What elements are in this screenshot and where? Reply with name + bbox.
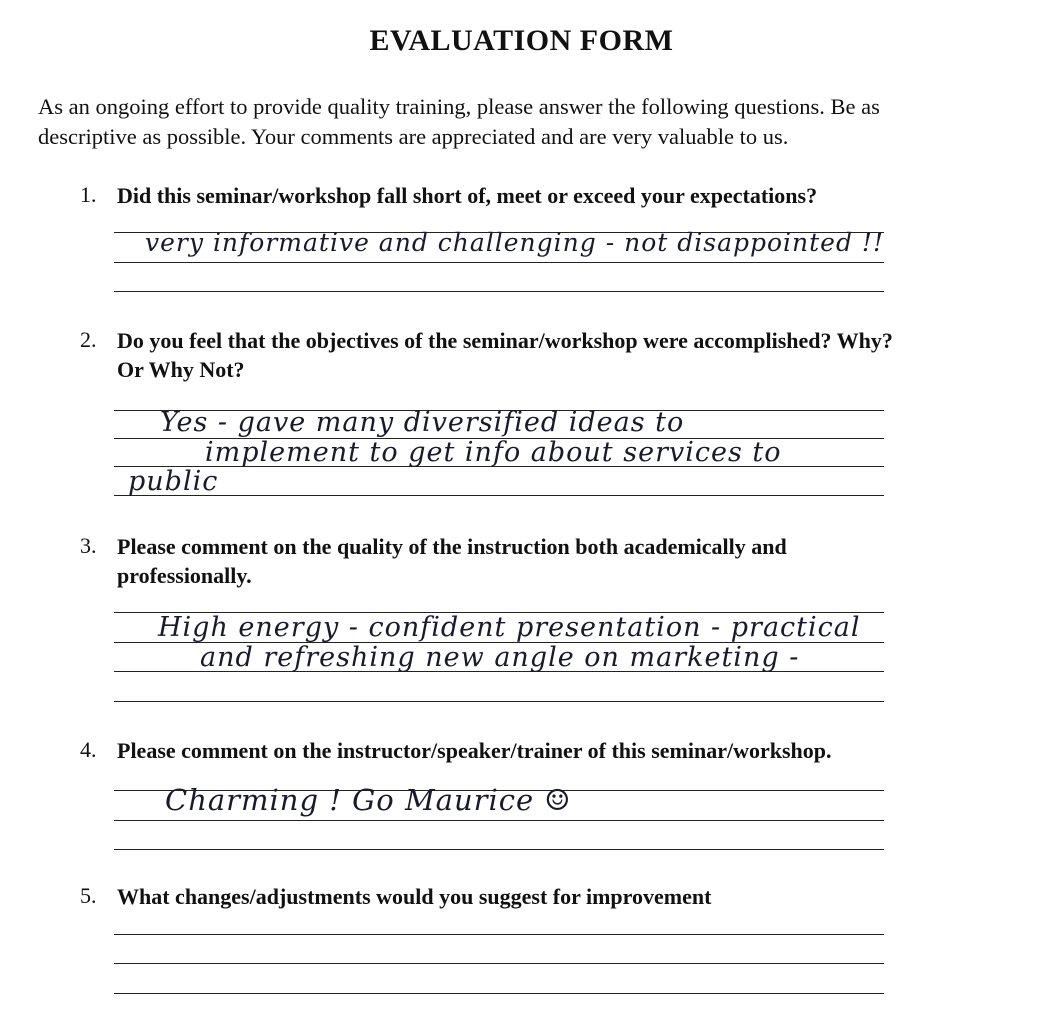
answer-line bbox=[114, 934, 884, 935]
question-text-line: professionally. bbox=[117, 563, 252, 588]
answer-line bbox=[114, 993, 884, 994]
question-text bbox=[117, 882, 711, 911]
question-number: 2. bbox=[80, 327, 97, 352]
answer-line bbox=[114, 963, 884, 964]
intro-line: As an ongoing effort to provide quality training, please answer the following questions. Be as bbox=[38, 94, 880, 119]
question-text-line: Do you feel that the objectives of the seminar/workshop were accomplished? Why? bbox=[117, 328, 893, 353]
question-text bbox=[117, 736, 832, 765]
intro-line: descriptive as possible. Your comments are appreciated and are very valuable to us. bbox=[38, 124, 789, 149]
handwritten-answer: implement to get info about services to bbox=[205, 437, 782, 468]
question-text-line: Please comment on the instructor/speaker/trainer of this seminar/workshop. bbox=[117, 738, 832, 763]
question-number: 1. bbox=[80, 182, 97, 207]
answer-line bbox=[114, 701, 884, 702]
answer-line bbox=[114, 262, 884, 263]
question-text bbox=[117, 532, 787, 590]
question-text-line: What changes/adjustments would you suggest for improvement bbox=[117, 884, 712, 909]
question-text-line: Did this seminar/workshop fall short of, meet or exceed your expectations? bbox=[117, 183, 818, 208]
answer-line bbox=[114, 849, 884, 850]
form-title: EVALUATION FORM bbox=[369, 24, 674, 57]
question-number: 4. bbox=[80, 737, 97, 762]
question-number: 5. bbox=[80, 883, 97, 908]
question-text bbox=[117, 181, 817, 210]
handwritten-answer: very informative and challenging - not disappointed !! bbox=[145, 228, 885, 257]
answer-line bbox=[114, 820, 884, 821]
question-text bbox=[117, 326, 893, 384]
handwritten-answer: and refreshing new angle on marketing - bbox=[200, 642, 800, 673]
handwritten-answer: Charming ! Go Maurice ☺ bbox=[165, 783, 572, 817]
answer-line bbox=[114, 495, 884, 496]
handwritten-answer: public bbox=[128, 466, 219, 497]
intro-paragraph bbox=[38, 92, 1023, 152]
answer-line bbox=[114, 291, 884, 292]
question-text-line: Please comment on the quality of the instruction both academically and bbox=[117, 534, 787, 559]
question-number: 3. bbox=[80, 533, 97, 558]
handwritten-answer: High energy - confident presentation - practical bbox=[158, 612, 861, 643]
question-text-line: Or Why Not? bbox=[117, 357, 245, 382]
handwritten-answer: Yes - gave many diversified ideas to bbox=[160, 407, 685, 438]
